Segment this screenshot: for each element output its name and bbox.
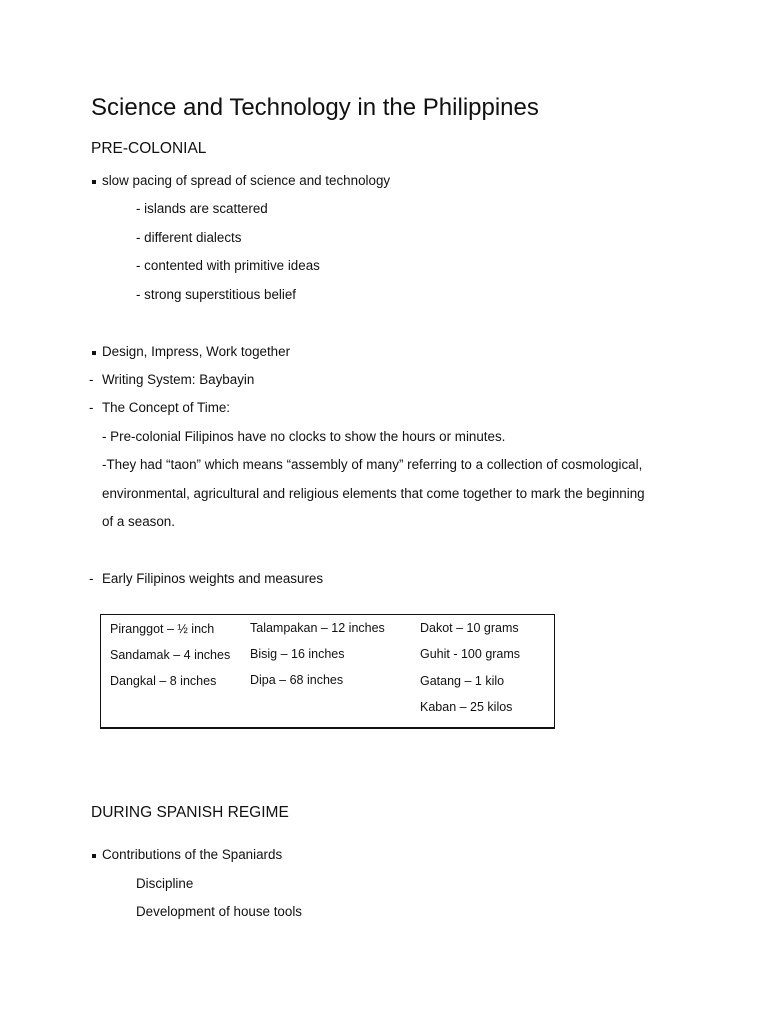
writing-system-line: Writing System: Baybayin	[102, 372, 255, 387]
sub-item: Development of house tools	[136, 904, 302, 919]
table-cell: Bisig – 16 inches	[250, 647, 345, 661]
bullet-text: slow pacing of spread of science and technology	[102, 173, 391, 188]
square-bullet-icon	[92, 351, 96, 355]
weights-heading: Early Filipinos weights and measures	[102, 571, 324, 586]
sub-item: - strong superstitious belief	[136, 287, 297, 302]
time-line: environmental, agricultural and religious elements that come together to mark the beginning	[102, 486, 645, 501]
table-cell: Dangkal – 8 inches	[110, 674, 217, 688]
table-cell: Dakot – 10 grams	[420, 621, 519, 635]
bullet-text: Design, Impress, Work together	[102, 344, 291, 359]
dash-bullet: -	[89, 400, 94, 415]
time-line: of a season.	[102, 514, 175, 529]
section-heading-pre-colonial: PRE-COLONIAL	[91, 140, 207, 157]
table-cell: Kaban – 25 kilos	[420, 700, 513, 714]
weights-measures-table	[100, 614, 555, 729]
sub-item: - different dialects	[136, 230, 242, 245]
sub-item: Discipline	[136, 876, 194, 891]
table-cell: Guhit - 100 grams	[420, 647, 521, 661]
table-cell: Sandamak – 4 inches	[110, 648, 231, 662]
sub-item: - contented with primitive ideas	[136, 258, 320, 273]
square-bullet-icon	[92, 180, 96, 184]
time-line: - Pre-colonial Filipinos have no clocks to show the hours or minutes.	[102, 429, 506, 444]
dash-bullet: -	[89, 571, 94, 586]
table-cell: Dipa – 68 inches	[250, 673, 344, 687]
dash-bullet: -	[89, 372, 94, 387]
table-cell: Gatang – 1 kilo	[420, 674, 505, 688]
page-title: Science and Technology in the Philippines	[91, 94, 539, 121]
time-line: -They had “taon” which means “assembly of many” referring to a collection of cosmological,	[102, 457, 643, 472]
table-cell: Piranggot – ½ inch	[110, 622, 215, 636]
sub-item: - islands are scattered	[136, 201, 268, 216]
concept-of-time-heading: The Concept of Time:	[102, 400, 231, 415]
table-cell: Talampakan – 12 inches	[250, 621, 385, 635]
square-bullet-icon	[92, 854, 96, 858]
section-heading-spanish-regime: DURING SPANISH REGIME	[91, 804, 289, 821]
bullet-text: Contributions of the Spaniards	[102, 847, 283, 862]
